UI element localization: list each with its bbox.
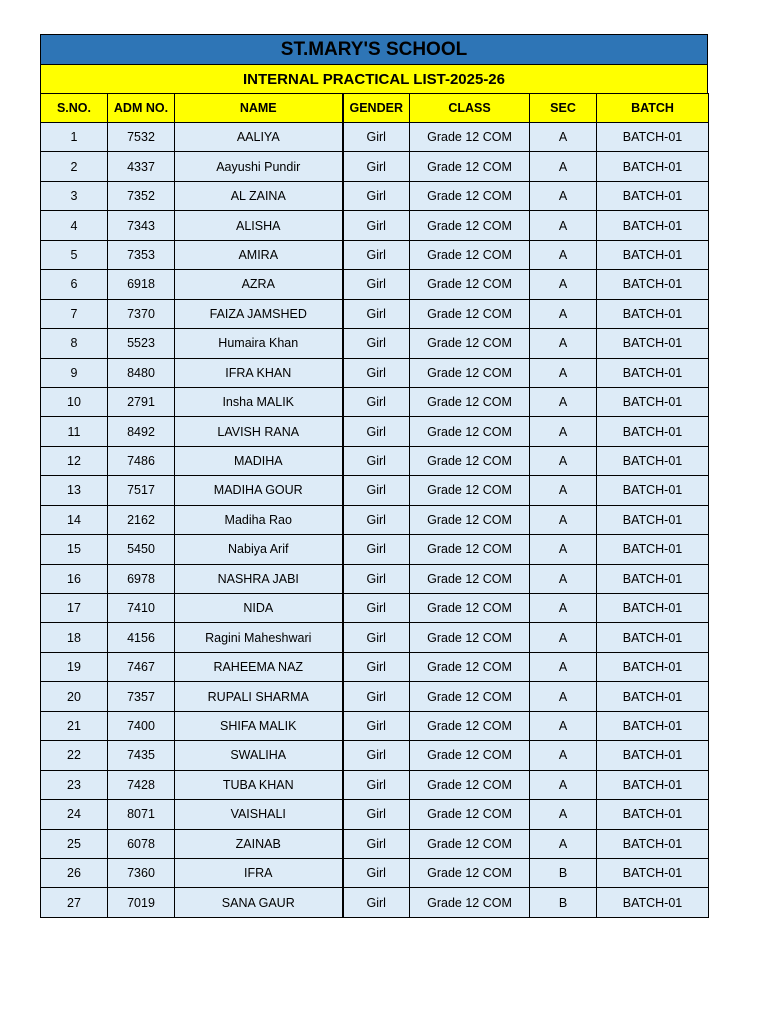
cell-gender: Girl [343, 358, 410, 387]
table-row [41, 329, 709, 358]
table-row [41, 594, 709, 623]
cell-class: Grade 12 COM [410, 329, 530, 358]
cell-name: AALIYA [175, 123, 343, 152]
cell-class: Grade 12 COM [410, 240, 530, 269]
cell-gender: Girl [343, 623, 410, 652]
cell-sec: A [530, 152, 597, 181]
table-row [41, 446, 709, 475]
cell-batch: BATCH-01 [597, 387, 709, 416]
cell-name: MADIHA GOUR [175, 476, 343, 505]
cell-batch: BATCH-01 [597, 829, 709, 858]
cell-sno: 16 [41, 564, 108, 593]
cell-sec: A [530, 211, 597, 240]
cell-batch: BATCH-01 [597, 741, 709, 770]
cell-gender: Girl [343, 211, 410, 240]
cell-sec: A [530, 594, 597, 623]
cell-adm-no: 7517 [108, 476, 175, 505]
cell-gender: Girl [343, 652, 410, 681]
cell-adm-no: 5450 [108, 535, 175, 564]
cell-gender: Girl [343, 535, 410, 564]
cell-sec: A [530, 329, 597, 358]
cell-name: Humaira Khan [175, 329, 343, 358]
header-class: CLASS [410, 94, 530, 123]
table-row [41, 211, 709, 240]
cell-sec: A [530, 682, 597, 711]
cell-batch: BATCH-01 [597, 476, 709, 505]
cell-gender: Girl [343, 564, 410, 593]
cell-sno: 23 [41, 770, 108, 799]
cell-sec: A [530, 711, 597, 740]
cell-sno: 26 [41, 858, 108, 887]
cell-sec: A [530, 358, 597, 387]
table-row [41, 358, 709, 387]
table-body [41, 123, 709, 918]
cell-sec: A [530, 123, 597, 152]
cell-sec: A [530, 564, 597, 593]
cell-name: SANA GAUR [175, 888, 343, 917]
cell-batch: BATCH-01 [597, 800, 709, 829]
cell-class: Grade 12 COM [410, 829, 530, 858]
cell-sec: A [530, 652, 597, 681]
cell-class: Grade 12 COM [410, 476, 530, 505]
cell-class: Grade 12 COM [410, 181, 530, 210]
cell-batch: BATCH-01 [597, 711, 709, 740]
cell-adm-no: 7360 [108, 858, 175, 887]
cell-sno: 10 [41, 387, 108, 416]
cell-class: Grade 12 COM [410, 152, 530, 181]
cell-class: Grade 12 COM [410, 505, 530, 534]
cell-name: IFRA KHAN [175, 358, 343, 387]
cell-adm-no: 5523 [108, 329, 175, 358]
cell-sec: A [530, 476, 597, 505]
cell-adm-no: 6918 [108, 270, 175, 299]
table-row [41, 299, 709, 328]
cell-name: Nabiya Arif [175, 535, 343, 564]
cell-sec: A [530, 535, 597, 564]
table-row [41, 652, 709, 681]
cell-sno: 25 [41, 829, 108, 858]
table-row [41, 711, 709, 740]
cell-class: Grade 12 COM [410, 594, 530, 623]
cell-sno: 1 [41, 123, 108, 152]
cell-batch: BATCH-01 [597, 240, 709, 269]
cell-sno: 15 [41, 535, 108, 564]
cell-sno: 2 [41, 152, 108, 181]
cell-gender: Girl [343, 152, 410, 181]
cell-adm-no: 7353 [108, 240, 175, 269]
cell-class: Grade 12 COM [410, 123, 530, 152]
cell-sec: A [530, 505, 597, 534]
cell-adm-no: 7343 [108, 211, 175, 240]
table-row [41, 123, 709, 152]
cell-batch: BATCH-01 [597, 594, 709, 623]
cell-sec: A [530, 800, 597, 829]
cell-batch: BATCH-01 [597, 152, 709, 181]
cell-batch: BATCH-01 [597, 299, 709, 328]
table-row [41, 152, 709, 181]
cell-batch: BATCH-01 [597, 446, 709, 475]
table-row [41, 181, 709, 210]
cell-gender: Girl [343, 741, 410, 770]
cell-sno: 6 [41, 270, 108, 299]
cell-name: NIDA [175, 594, 343, 623]
table-row [41, 387, 709, 416]
cell-sno: 3 [41, 181, 108, 210]
table-row [41, 240, 709, 269]
table-row [41, 741, 709, 770]
cell-sno: 19 [41, 652, 108, 681]
cell-gender: Girl [343, 594, 410, 623]
cell-name: RUPALI SHARMA [175, 682, 343, 711]
cell-class: Grade 12 COM [410, 652, 530, 681]
cell-batch: BATCH-01 [597, 417, 709, 446]
cell-gender: Girl [343, 387, 410, 416]
cell-class: Grade 12 COM [410, 387, 530, 416]
cell-gender: Girl [343, 682, 410, 711]
cell-name: IFRA [175, 858, 343, 887]
table-row [41, 417, 709, 446]
cell-gender: Girl [343, 888, 410, 917]
student-table [40, 93, 709, 918]
cell-sec: A [530, 446, 597, 475]
cell-batch: BATCH-01 [597, 270, 709, 299]
cell-batch: BATCH-01 [597, 329, 709, 358]
cell-gender: Girl [343, 417, 410, 446]
cell-class: Grade 12 COM [410, 770, 530, 799]
cell-adm-no: 4337 [108, 152, 175, 181]
cell-sec: A [530, 240, 597, 269]
cell-adm-no: 7370 [108, 299, 175, 328]
cell-name: Insha MALIK [175, 387, 343, 416]
cell-sec: A [530, 770, 597, 799]
cell-class: Grade 12 COM [410, 535, 530, 564]
cell-sno: 7 [41, 299, 108, 328]
cell-name: AZRA [175, 270, 343, 299]
cell-sec: A [530, 181, 597, 210]
cell-adm-no: 7428 [108, 770, 175, 799]
header-adm-no: ADM NO. [108, 94, 175, 123]
cell-adm-no: 7357 [108, 682, 175, 711]
cell-name: SWALIHA [175, 741, 343, 770]
table-row [41, 682, 709, 711]
cell-class: Grade 12 COM [410, 270, 530, 299]
cell-sno: 20 [41, 682, 108, 711]
cell-class: Grade 12 COM [410, 800, 530, 829]
cell-name: AMIRA [175, 240, 343, 269]
cell-adm-no: 7019 [108, 888, 175, 917]
cell-gender: Girl [343, 270, 410, 299]
cell-name: ZAINAB [175, 829, 343, 858]
cell-gender: Girl [343, 829, 410, 858]
cell-adm-no: 7467 [108, 652, 175, 681]
school-name-title: ST.MARY'S SCHOOL [40, 34, 708, 64]
cell-name: AL ZAINA [175, 181, 343, 210]
header-batch: BATCH [597, 94, 709, 123]
cell-sec: A [530, 299, 597, 328]
cell-sno: 9 [41, 358, 108, 387]
cell-sec: B [530, 858, 597, 887]
cell-class: Grade 12 COM [410, 858, 530, 887]
cell-adm-no: 2162 [108, 505, 175, 534]
cell-gender: Girl [343, 476, 410, 505]
cell-gender: Girl [343, 123, 410, 152]
cell-adm-no: 7532 [108, 123, 175, 152]
cell-sno: 24 [41, 800, 108, 829]
table-row [41, 505, 709, 534]
cell-adm-no: 8480 [108, 358, 175, 387]
cell-name: SHIFA MALIK [175, 711, 343, 740]
cell-batch: BATCH-01 [597, 623, 709, 652]
cell-name: Aayushi Pundir [175, 152, 343, 181]
table-row [41, 829, 709, 858]
cell-sno: 8 [41, 329, 108, 358]
cell-adm-no: 6078 [108, 829, 175, 858]
cell-batch: BATCH-01 [597, 682, 709, 711]
student-list-sheet [40, 34, 708, 918]
cell-class: Grade 12 COM [410, 417, 530, 446]
cell-sno: 27 [41, 888, 108, 917]
cell-gender: Girl [343, 800, 410, 829]
cell-name: Ragini Maheshwari [175, 623, 343, 652]
cell-name: RAHEEMA NAZ [175, 652, 343, 681]
cell-sno: 4 [41, 211, 108, 240]
cell-gender: Girl [343, 505, 410, 534]
table-row [41, 770, 709, 799]
cell-sec: A [530, 417, 597, 446]
table-row [41, 564, 709, 593]
cell-sno: 17 [41, 594, 108, 623]
cell-batch: BATCH-01 [597, 358, 709, 387]
cell-name: ALISHA [175, 211, 343, 240]
cell-gender: Girl [343, 181, 410, 210]
cell-gender: Girl [343, 770, 410, 799]
cell-gender: Girl [343, 446, 410, 475]
cell-batch: BATCH-01 [597, 505, 709, 534]
cell-class: Grade 12 COM [410, 711, 530, 740]
cell-class: Grade 12 COM [410, 358, 530, 387]
cell-sec: B [530, 888, 597, 917]
cell-class: Grade 12 COM [410, 682, 530, 711]
cell-class: Grade 12 COM [410, 564, 530, 593]
cell-gender: Girl [343, 329, 410, 358]
cell-batch: BATCH-01 [597, 123, 709, 152]
cell-sno: 21 [41, 711, 108, 740]
cell-adm-no: 7352 [108, 181, 175, 210]
cell-gender: Girl [343, 240, 410, 269]
cell-batch: BATCH-01 [597, 858, 709, 887]
cell-adm-no: 4156 [108, 623, 175, 652]
header-name: NAME [175, 94, 343, 123]
cell-adm-no: 7400 [108, 711, 175, 740]
cell-sno: 13 [41, 476, 108, 505]
cell-name: FAIZA JAMSHED [175, 299, 343, 328]
table-row [41, 888, 709, 917]
cell-name: NASHRA JABI [175, 564, 343, 593]
cell-class: Grade 12 COM [410, 299, 530, 328]
cell-adm-no: 7410 [108, 594, 175, 623]
cell-sno: 12 [41, 446, 108, 475]
cell-adm-no: 6978 [108, 564, 175, 593]
cell-sno: 22 [41, 741, 108, 770]
cell-batch: BATCH-01 [597, 211, 709, 240]
header-sno: S.NO. [41, 94, 108, 123]
table-row [41, 535, 709, 564]
cell-adm-no: 7435 [108, 741, 175, 770]
cell-sec: A [530, 741, 597, 770]
cell-batch: BATCH-01 [597, 888, 709, 917]
cell-class: Grade 12 COM [410, 888, 530, 917]
cell-name: VAISHALI [175, 800, 343, 829]
cell-batch: BATCH-01 [597, 181, 709, 210]
list-title: INTERNAL PRACTICAL LIST-2025-26 [40, 64, 708, 93]
cell-adm-no: 2791 [108, 387, 175, 416]
cell-gender: Girl [343, 858, 410, 887]
cell-sno: 18 [41, 623, 108, 652]
cell-sec: A [530, 387, 597, 416]
cell-gender: Girl [343, 299, 410, 328]
cell-gender: Girl [343, 711, 410, 740]
cell-sno: 14 [41, 505, 108, 534]
table-header-row [41, 94, 709, 123]
cell-sec: A [530, 270, 597, 299]
table-row [41, 800, 709, 829]
cell-batch: BATCH-01 [597, 652, 709, 681]
cell-name: MADIHA [175, 446, 343, 475]
table-row [41, 623, 709, 652]
cell-sec: A [530, 623, 597, 652]
cell-name: TUBA KHAN [175, 770, 343, 799]
cell-class: Grade 12 COM [410, 446, 530, 475]
cell-sec: A [530, 829, 597, 858]
cell-batch: BATCH-01 [597, 535, 709, 564]
cell-adm-no: 8492 [108, 417, 175, 446]
cell-batch: BATCH-01 [597, 564, 709, 593]
table-row [41, 858, 709, 887]
cell-sno: 11 [41, 417, 108, 446]
cell-batch: BATCH-01 [597, 770, 709, 799]
table-row [41, 476, 709, 505]
cell-class: Grade 12 COM [410, 741, 530, 770]
header-gender: GENDER [343, 94, 410, 123]
cell-name: Madiha Rao [175, 505, 343, 534]
cell-adm-no: 7486 [108, 446, 175, 475]
header-sec: SEC [530, 94, 597, 123]
cell-class: Grade 12 COM [410, 623, 530, 652]
table-row [41, 270, 709, 299]
cell-adm-no: 8071 [108, 800, 175, 829]
cell-class: Grade 12 COM [410, 211, 530, 240]
cell-name: LAVISH RANA [175, 417, 343, 446]
cell-sno: 5 [41, 240, 108, 269]
